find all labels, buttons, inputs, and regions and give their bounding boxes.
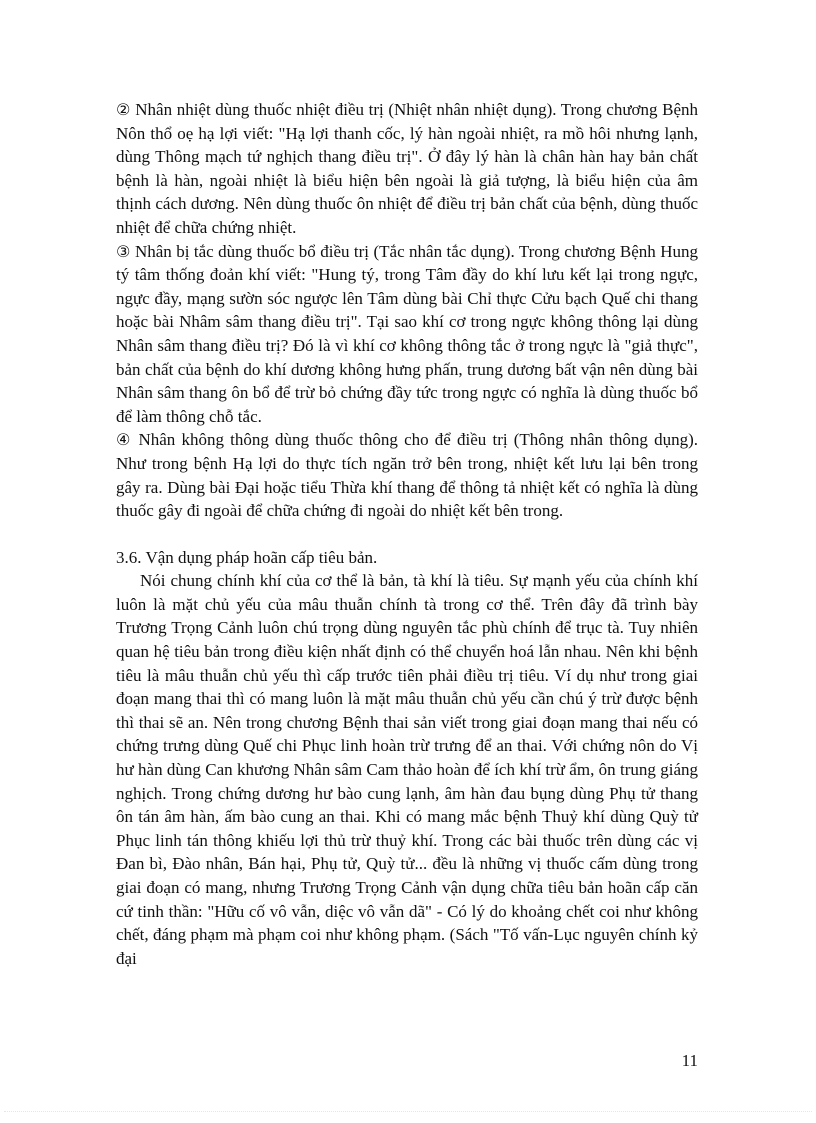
paragraph-text: Nhân bị tắc dùng thuốc bổ điều trị (Tắc nhân tắc dụng). Trong chương Bệnh Hung tý tâm thống đoản khí viết: "Hung tý, trong Tâm đầy do khí lưu kết lại trong ngực, ngực đầy, mạng sườn sóc ngược lên Tâm dùng bài Chỉ thực Cửu bạch Quế chi thang hoặc bài Nhâm sâm thang điều trị". Tại sao khí cơ trong ngực không thông lại dùng Nhân sâm thang điều trị? Đó là vì khí cơ không thông tắc ở trong ngực là "giả thực", bản chất của bệnh do khí dương không hưng phấn, trung dương bất vận nên dùng bài Nhân sâm thang ôn bổ để trừ bỏ chứng đầy tức trong ngực có nghĩa là dùng thuốc bổ để làm thông chỗ tắc. <box>116 241 698 426</box>
circled-number-4: ④ <box>116 430 133 450</box>
page-number: 11 <box>681 1051 698 1070</box>
section-heading: 3.6. Vận dụng pháp hoãn cấp tiêu bản. <box>116 547 378 567</box>
numbered-paragraph-2 <box>116 98 698 240</box>
numbered-paragraph-3 <box>116 240 698 429</box>
circled-number-2: ② <box>116 100 131 119</box>
body-paragraph: Nói chung chính khí của cơ thể là bản, tà khí là tiêu. Sự mạnh yếu của chính khí luôn là mặt chủ yếu của mâu thuẫn chính tà trong cơ thể. Trên đây đã trình bày Trương Trọng Cảnh luôn chú trọng dùng nguyên tắc phù chính để trục tà. Tuy nhiên quan hệ tiêu bản trong điều kiện nhất định có thể chuyển hoá lẫn nhau. Nên khi bệnh tiêu là mâu thuẫn chủ yếu thì cấp trước tiên phải điều trị tiêu. Ví dụ như trong giai đoạn mang thai thì có mang luôn là mặt mâu thuẫn chủ yếu cần chú ý trừ được bệnh thì thai sẽ an. Nên trong chương Bệnh thai sản viết trong giai đoạn mang thai nếu có chứng trưng dùng Quế chi Phục linh hoàn trừ trưng để an thai. Với chứng nôn do Vị hư hàn dùng Can khương Nhân sâm Cam thảo hoàn để ích khí trừ ẩm, ôn trung giáng nghịch. Trong chứng dương hư bào cung lạnh, âm hàn đau bụng dùng Phụ tử thang ôn tán âm hàn, ấm bào cung an thai. Khi có mang mắc bệnh Thuỷ khí dùng Quỳ tử Phục linh tán thông khiếu lợi thủ trừ thuỷ khí. Trong các bài thuốc trên dùng các vị Đan bì, Đào nhân, Bán hại, Phụ tử, Quỳ tử... đều là những vị thuốc cấm dùng trong giai đoạn có mang, nhưng Trương Trọng Cảnh vận dụng chữa tiêu bản hoãn cấp căn cứ tinh thần: "Hữu cố vô vẫn, diệc vô vẫn dã" - Có lý do khoảng chết coi như không chết, đáng phạm mà phạm coi như không phạm. (Sách "Tố vấn-Lục nguyên chính kỷ đại <box>116 571 698 968</box>
circled-number-3: ③ <box>116 241 131 261</box>
paragraph-text: Nhân không thông dùng thuốc thông cho để điều trị (Thông nhân thông dụng). Như trong bệnh Hạ lợi do thực tích ngăn trở bên trong, nhiệt kết lưu lại bên trong gây ra. Dùng bài Đại hoặc tiểu Thừa khí thang để thông tả nhiệt kết có nghĩa là dùng thuốc gây đi ngoài để chữa chứng đi ngoài do nhiệt kết bên trong. <box>116 430 699 521</box>
paragraph-text: Nhân nhiệt dùng thuốc nhiệt điều trị (Nhiệt nhân nhiệt dụng). Trong chương Bệnh Nôn thổ oẹ hạ lợi viết: "Hạ lợi thanh cốc, lý hàn ngoài nhiệt, ra mồ hôi nhưng lạnh, dùng Thông mạch tứ nghịch thang điều trị". Ở đây lý hàn là chân hàn hay bản chất bệnh là hàn, ngoài nhiệt là biểu hiện bên ngoài là giả tượng, là biểu hiện của âm thịnh cách dương. Nên dùng thuốc ôn nhiệt để điều trị bản chất của bệnh, dùng thuốc nhiệt để chữa chứng nhiệt. <box>116 100 699 237</box>
numbered-paragraph-4 <box>116 428 698 522</box>
page-divider <box>4 1111 812 1112</box>
page-content <box>116 98 698 970</box>
